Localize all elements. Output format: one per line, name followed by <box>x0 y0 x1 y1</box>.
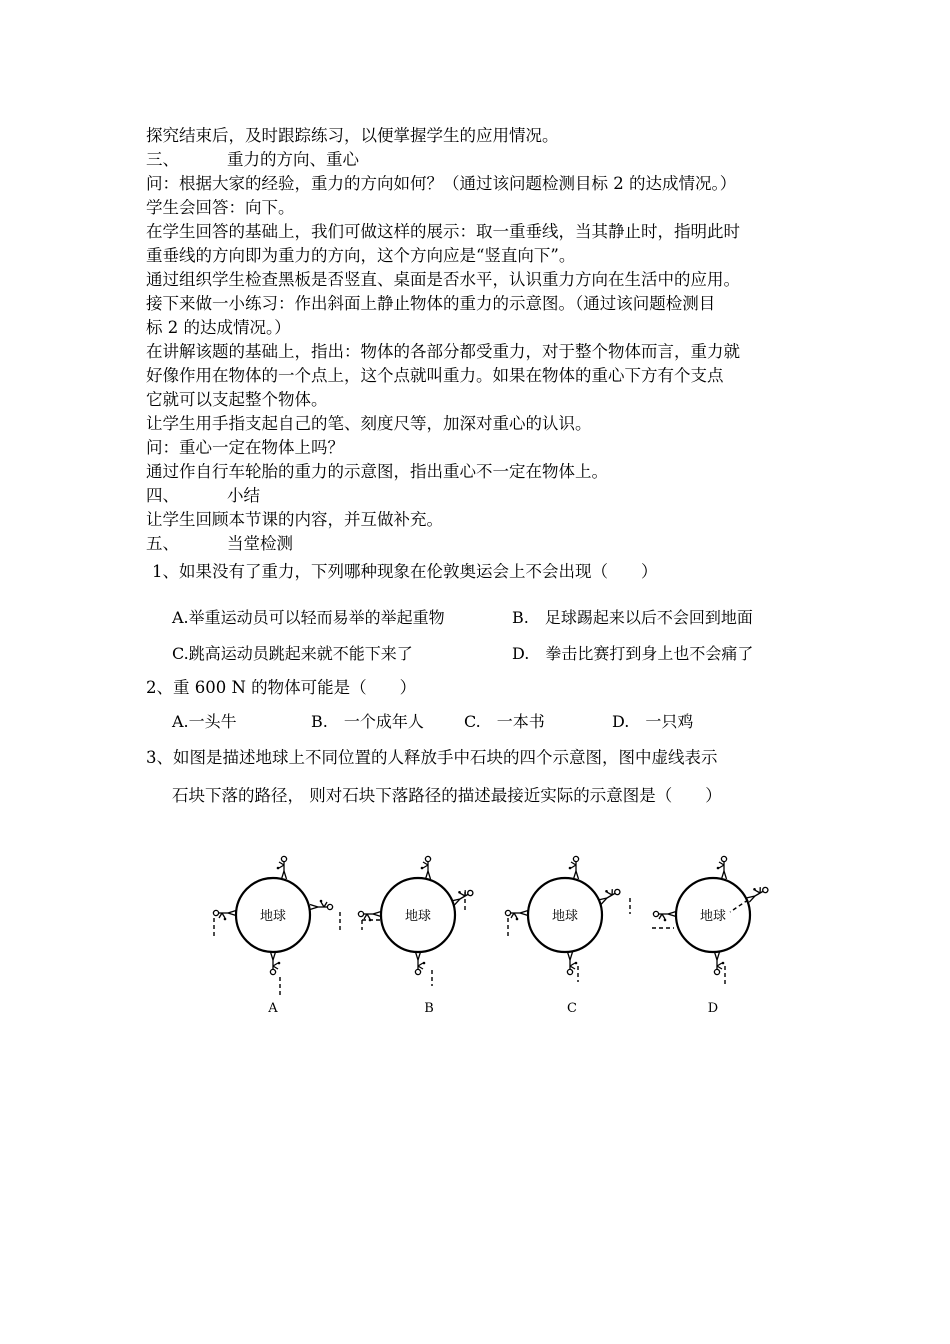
person-bottom <box>567 952 577 975</box>
globe-label: 地球 <box>404 909 432 924</box>
question-2-stem: 2、重 600 N 的物体可能是（ ） <box>146 678 417 697</box>
person-top <box>717 856 727 879</box>
globe-label: 地球 <box>551 909 579 924</box>
section-title: 小结 <box>227 486 260 505</box>
question-3-stem-line-1: 3、如图是描述地球上不同位置的人释放手中石块的四个示意图，图中虚线表示 <box>146 748 718 767</box>
body-line: 接下来做一小练习：作出斜面上静止物体的重力的示意图。（通过该问题检测目 <box>146 294 716 313</box>
body-line: 问：重心一定在物体上吗？ <box>146 438 344 457</box>
body-line: 在讲解该题的基础上，指出：物体的各部分都受重力，对于整个物体而言，重力就 <box>146 342 740 361</box>
person-top <box>569 856 579 879</box>
question-2-option-c: C. 一本书 <box>464 712 545 731</box>
body-line: 学生会回答：向下。 <box>146 198 295 217</box>
question-2-option-d: D. 一只鸡 <box>612 712 694 731</box>
panel-label: C <box>567 1001 577 1016</box>
panel-label: A <box>268 1001 278 1016</box>
person-left <box>653 911 676 921</box>
body-line: 通过作自行车轮胎的重力的示意图，指出重心不一定在物体上。 <box>146 462 608 481</box>
section-title: 当堂检测 <box>227 534 293 553</box>
person-left <box>505 910 528 920</box>
person-top <box>421 856 431 879</box>
section-number: 三、 <box>146 150 179 169</box>
person-bottom <box>415 952 425 975</box>
person-right <box>310 900 333 910</box>
fall-path <box>730 900 748 912</box>
body-line: 探究结束后，及时跟踪练习，以便掌握学生的应用情况。 <box>146 126 559 145</box>
section-heading-4 <box>146 484 260 508</box>
body-line: 重垂线的方向即为重力的方向，这个方向应是“竖直向下”。 <box>146 246 576 265</box>
diagram-panel-b <box>358 856 473 1016</box>
question-1-option-b: B. 足球踢起来以后不会回到地面 <box>512 608 753 627</box>
diagram-panel-c <box>505 856 630 1016</box>
question-1-option-c: C.跳高运动员跳起来就不能下来了 <box>172 644 413 663</box>
question-1-stem: 1、如果没有了重力，下列哪种现象在伦敦奥运会上不会出现（ ） <box>152 562 658 581</box>
body-line: 让学生回顾本节课的内容，并互做补充。 <box>146 510 443 529</box>
body-line: 让学生用手指支起自己的笔、刻度尺等，加深对重心的认识。 <box>146 414 592 433</box>
body-line: 它就可以支起整个物体。 <box>146 390 328 409</box>
question-3-stem-line-2: 石块下落的路径， 则对石块下落路径的描述最接近实际的示意图是（ ） <box>172 786 722 805</box>
section-number: 五、 <box>146 534 179 553</box>
diagram-panel-a <box>213 856 340 1016</box>
question-1-option-d: D. 拳击比赛打到身上也不会痛了 <box>512 644 754 663</box>
body-line: 在学生回答的基础上，我们可做这样的展示：取一重垂线，当其静止时，指明此时 <box>146 222 740 241</box>
body-line: 通过组织学生检查黑板是否竖直、桌面是否水平，认识重力方向在生活中的应用。 <box>146 270 740 289</box>
person-top <box>277 856 287 879</box>
body-line: 问：根据大家的经验，重力的方向如何？（通过该问题检测目标 2 的达成情况。） <box>146 174 737 193</box>
question-2-option-a: A.一头牛 <box>172 712 237 731</box>
question-1-option-a: A.举重运动员可以轻而易举的举起重物 <box>172 608 445 627</box>
person-bottom <box>270 952 280 975</box>
section-heading-3 <box>146 148 359 172</box>
section-number: 四、 <box>146 486 179 505</box>
panel-label: D <box>707 1001 719 1016</box>
earth-diagrams-figure <box>200 840 800 1030</box>
question-2-option-b: B. 一个成年人 <box>311 712 424 731</box>
section-heading-5 <box>146 532 293 556</box>
person-left <box>213 910 236 920</box>
diagram-panel-d <box>652 856 769 1016</box>
globe-label: 地球 <box>259 909 287 924</box>
body-line: 标 2 的达成情况。） <box>146 318 291 337</box>
person-right <box>744 882 769 902</box>
globe-label: 地球 <box>699 909 727 924</box>
body-line: 好像作用在物体的一个点上，这个点就叫重力。如果在物体的重心下方有个支点 <box>146 366 724 385</box>
section-title: 重力的方向、重心 <box>227 150 359 169</box>
panel-label: B <box>424 1001 434 1016</box>
person-bottom <box>714 952 724 975</box>
